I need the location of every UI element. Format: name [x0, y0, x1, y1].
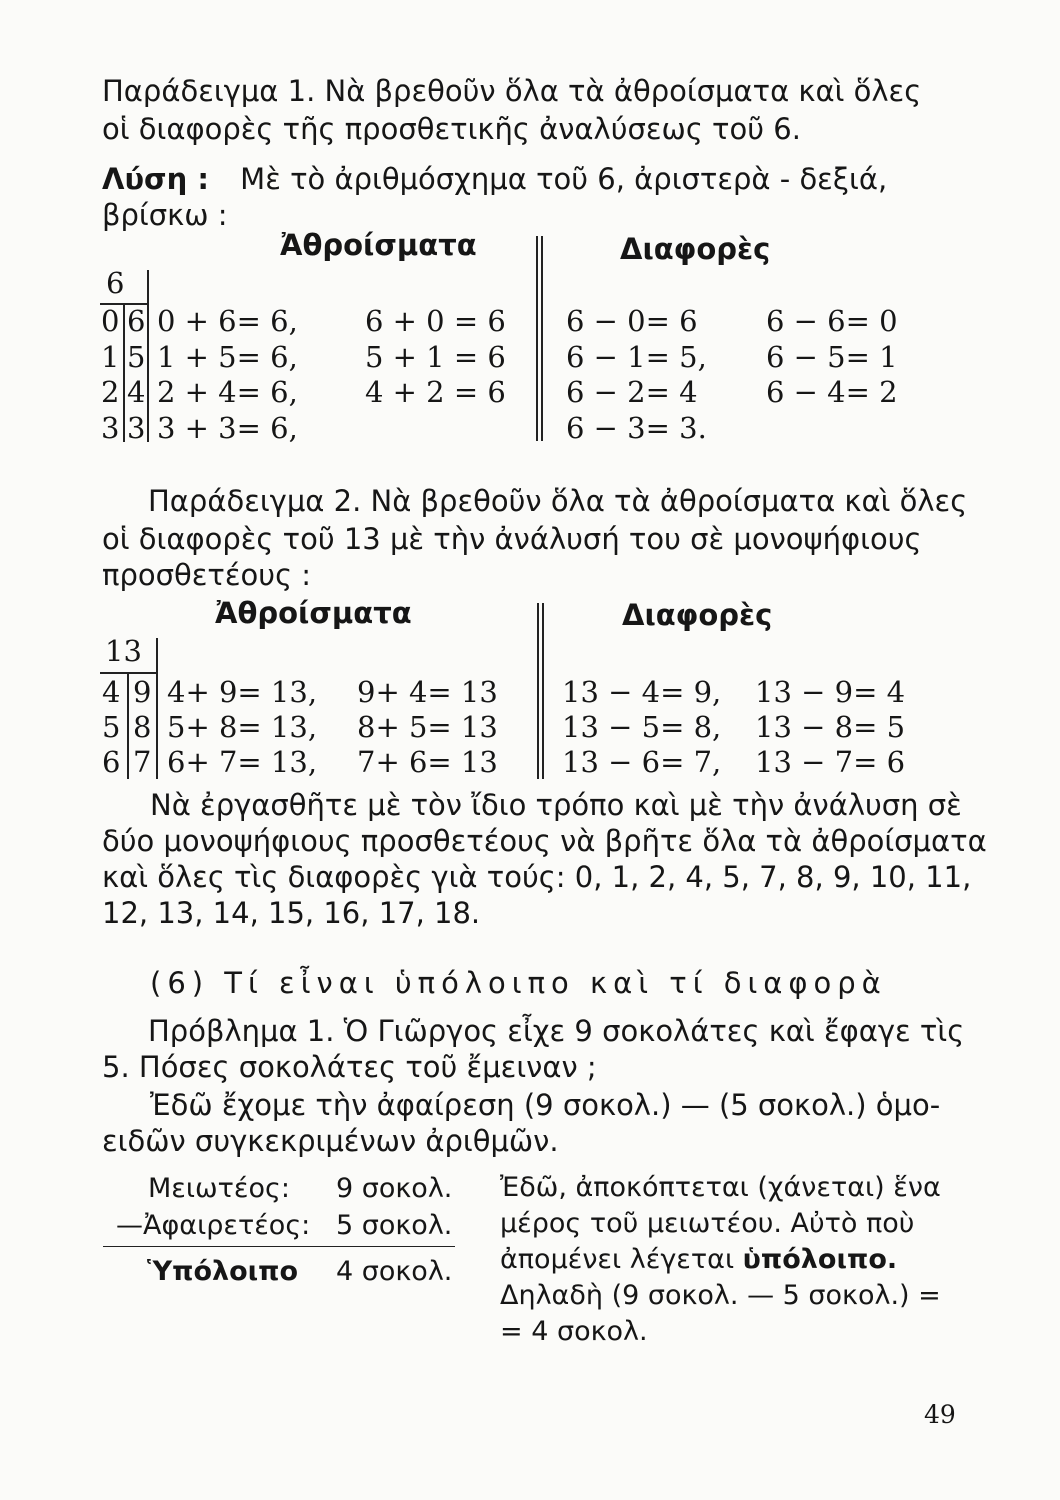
page-number: 49	[924, 1400, 956, 1429]
right-line3-text: ἀπομένει λέγεται	[500, 1244, 743, 1275]
remainder-value: 4 σοκολ.	[336, 1256, 453, 1287]
row-diff2: 6 − 6= 0	[766, 304, 898, 338]
solution-text2: βρίσκω :	[102, 198, 228, 232]
row-sum1: 0 + 6= 6,	[157, 304, 298, 338]
example1-header-sums: Ἀθροίσματα	[280, 228, 477, 262]
solution-text: Μὲ τὸ ἀριθμόσχημα τοῦ 6, ἀριστερὰ - δεξιά,	[240, 162, 888, 196]
problem-line1: Πρόβλημα 1. Ὁ Γιῶργος εἶχε 9 σοκολάτες καὶ ἔφαγε τὶς	[148, 1014, 965, 1048]
row-b: 4	[127, 375, 146, 409]
example2-header-sums: Ἀθροίσματα	[215, 596, 412, 630]
row-sum1: 5+ 8= 13,	[167, 710, 318, 744]
row-diff1: 13 − 4= 9,	[562, 675, 722, 709]
row-diff2: 6 − 4= 2	[766, 375, 898, 409]
row-sum2: 4 + 2 = 6	[365, 375, 506, 409]
row-sum1: 4+ 9= 13,	[167, 675, 318, 709]
subtraction-rule	[103, 1246, 455, 1247]
subtrahend-value: 5 σοκολ.	[336, 1210, 453, 1241]
example1-number: 6	[106, 266, 125, 300]
example2-line2: οἱ διαφορὲς τοῦ 13 μὲ τὴν ἀνάλυσή του σὲ μονοψήφιους	[102, 522, 922, 556]
row-diff2: 13 − 8= 5	[755, 710, 906, 744]
row-a: 0	[101, 304, 120, 338]
row-diff1: 13 − 5= 8,	[562, 710, 722, 744]
exercise-line3: καὶ ὅλες τὶς διαφορὲς γιὰ τούς: 0, 1, 2, 4, 5, 7, 8, 9, 10, 11,	[102, 860, 972, 894]
example2-divider-right	[156, 638, 158, 779]
example2-header-diffs: Διαφορὲς	[622, 598, 773, 632]
row-sum1: 1 + 5= 6,	[157, 340, 298, 374]
section6-text-line2: ειδῶν συγκεκριμένων ἀριθμῶν.	[102, 1124, 559, 1158]
exercise-line1: Νὰ ἐργασθῆτε μὲ τὸν ἴδιο τρόπο καὶ μὲ τὴν ἀνάλυση σὲ	[150, 788, 962, 822]
row-diff2: 13 − 9= 4	[755, 675, 906, 709]
row-sum2: 6 + 0 = 6	[365, 304, 506, 338]
solution-label: Λύση :	[102, 162, 209, 196]
row-a: 6	[102, 745, 121, 779]
row-b: 8	[133, 710, 152, 744]
row-sum2: 9+ 4= 13	[357, 675, 498, 709]
section6-title: (6) Τί εἶναι ὑπόλοιπο καὶ τί διαφορὰ	[150, 966, 887, 1000]
row-sum2: 7+ 6= 13	[357, 745, 498, 779]
example1-line2: οἱ διαφορὲς τῆς προσθετικῆς ἀναλύσεως τοῦ 6.	[102, 112, 801, 146]
row-diff1: 13 − 6= 7,	[562, 745, 722, 779]
right-line2: μέρος τοῦ μειωτέου. Αὐτὸ ποὺ	[500, 1208, 915, 1239]
solution-line	[102, 160, 952, 198]
problem-line2: 5. Πόσες σοκολάτες τοῦ ἔμειναν ;	[102, 1050, 597, 1084]
remainder-label: Ὑπόλοιπο	[147, 1256, 299, 1287]
row-b: 6	[127, 304, 146, 338]
example2-divider-mid	[127, 673, 129, 779]
example1-header-diffs: Διαφορὲς	[620, 232, 771, 266]
example2-line1: Παράδειγμα 2. Νὰ βρεθοῦν ὅλα τὰ ἀθροίσματα καὶ ὅλες	[148, 484, 968, 518]
example2-line3: προσθετέους :	[102, 558, 312, 592]
row-a: 3	[101, 411, 120, 445]
row-a: 4	[102, 675, 121, 709]
example2-double-line-a	[537, 603, 539, 779]
row-diff1: 6 − 1= 5,	[566, 340, 707, 374]
row-sum1: 3 + 3= 6,	[157, 411, 298, 445]
row-sum2: 5 + 1 = 6	[365, 340, 506, 374]
row-diff1: 6 − 3= 3.	[566, 411, 707, 445]
minuend-label: Μειωτέος:	[148, 1173, 290, 1204]
row-diff2: 6 − 5= 1	[766, 340, 898, 374]
subtrahend-label: —Ἀφαιρετέος:	[116, 1210, 311, 1241]
example1-divider-right	[147, 270, 149, 442]
right-line3-bold: ὑπόλοιπο.	[742, 1244, 898, 1275]
example2-double-line-b	[542, 603, 544, 779]
row-b: 5	[127, 340, 146, 374]
row-a: 5	[102, 710, 121, 744]
exercise-line2: δύο μονοψήφιους προσθετέους νὰ βρῆτε ὅλα τὰ ἀθροίσματα	[102, 824, 987, 858]
example2-number: 13	[105, 634, 142, 668]
right-line5: = 4 σοκολ.	[500, 1316, 648, 1347]
example1-line1: Παράδειγμα 1. Νὰ βρεθοῦν ὅλα τὰ ἀθροίσματα καὶ ὅλες	[102, 74, 922, 108]
exercise-line4: 12, 13, 14, 15, 16, 17, 18.	[102, 896, 481, 930]
row-diff1: 6 − 0= 6	[566, 304, 698, 338]
right-line1: Ἐδῶ, ἀποκόπτεται (χάνεται) ἕνα	[500, 1172, 941, 1203]
right-line4: Δηλαδὴ (9 σοκολ. — 5 σοκολ.) =	[500, 1280, 941, 1311]
row-diff1: 6 − 2= 4	[566, 375, 698, 409]
row-sum1: 6+ 7= 13,	[167, 745, 318, 779]
minuend-value: 9 σοκολ.	[336, 1173, 453, 1204]
row-b: 9	[133, 675, 152, 709]
example1-double-line-b	[541, 236, 543, 441]
row-a: 1	[101, 340, 120, 374]
row-a: 2	[101, 375, 120, 409]
row-b: 7	[133, 745, 152, 779]
section6-text-line1: Ἐδῶ ἔχομε τὴν ἀφαίρεση (9 σοκολ.) — (5 σοκολ.) ὁμο-	[150, 1088, 941, 1122]
example1-divider-mid	[123, 304, 125, 442]
right-line3	[500, 1242, 897, 1278]
row-sum2: 8+ 5= 13	[357, 710, 498, 744]
example1-double-line-a	[536, 236, 538, 441]
row-diff2: 13 − 7= 6	[755, 745, 906, 779]
row-b: 3	[127, 411, 146, 445]
row-sum1: 2 + 4= 6,	[157, 375, 298, 409]
